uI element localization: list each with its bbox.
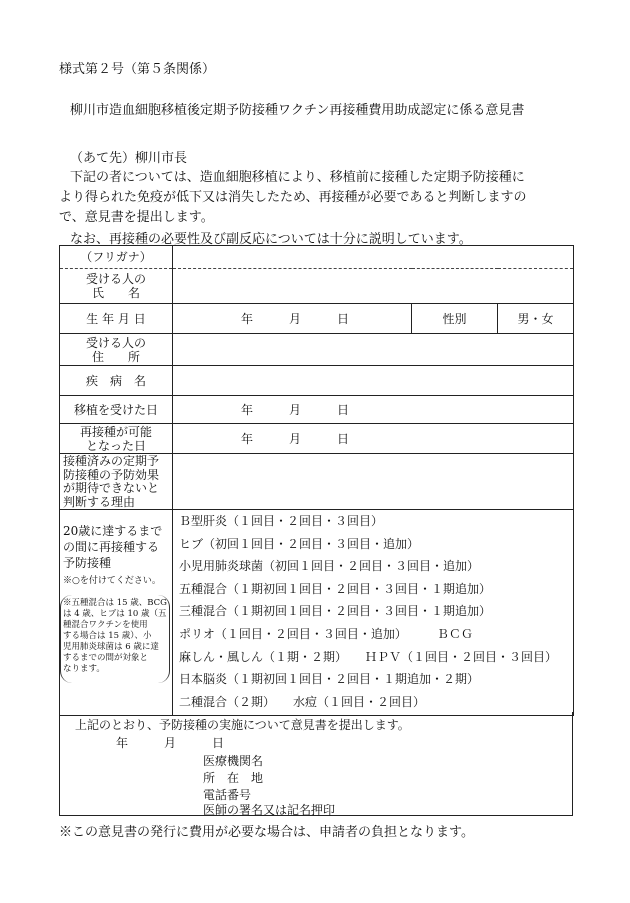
location-label: 所 在 地 [203, 771, 264, 785]
vaccine-mr-hpv[interactable]: 麻しん・風しん（１期・２期） ＨＰＶ（１回目・２回目・３回目） [179, 649, 558, 664]
disease-field[interactable] [173, 366, 574, 396]
possible-date-field[interactable]: 年 月 日 [173, 424, 574, 454]
transplant-date-label: 移植を受けた日 [60, 396, 173, 424]
vaccine-hint: ※○を付けてください。 [63, 576, 161, 586]
intro-line-2: より得られた免疫が低下又は消失したため、再接種が必要であると判断しますの [59, 190, 527, 205]
vaccine-dt-varicella[interactable]: 二種混合（２期） 水痘（１回目・２回目） [179, 694, 426, 709]
reason-field[interactable] [173, 454, 574, 510]
vaccine-pneumococcal[interactable]: 小児用肺炎球菌（初回１回目・２回目・３回目・追加） [179, 559, 480, 574]
furigana-field[interactable] [173, 246, 574, 269]
reason-label: 接種済みの定期予 防接種の予防効果 が期待できないと 判断する理由 [60, 454, 173, 510]
intro-note: なお、再接種の必要性及び副反応については十分に説明しています。 [70, 232, 472, 247]
vaccine-label: 20歳に達するまで の間に再接種する 予防接種 [63, 524, 163, 570]
name-label: 受ける人の 氏 名 [60, 269, 173, 304]
vaccine-list [173, 510, 574, 716]
dob-field[interactable]: 年 月 日 [173, 304, 412, 334]
name-field[interactable] [173, 269, 574, 304]
vaccine-age-note: ※五種混合は 15 歳、BCG は 4 歳、ヒブは 10 歳（五 種混合ワクチンを使用 する場合は 15 歳）、小 児用肺炎球菌は 6 歳に達 するまでの間が対象と なります。 [63, 598, 167, 674]
footer-statement: 上記のとおり、予防接種の実施について意見書を提出します。 [75, 718, 410, 732]
address-field[interactable] [173, 334, 574, 366]
doctor-signature-label: 医師の署名又は記名押印 [203, 803, 336, 817]
form-number: 様式第２号（第５条関係） [59, 62, 216, 77]
vaccine-japanese-encephalitis[interactable]: 日本脳炎（１期初回１回目・２回目・１期追加・２期） [179, 672, 480, 687]
phone-label: 電話番号 [203, 788, 252, 802]
vaccine-five-combined[interactable]: 五種混合（１期初回１回目・２回目・３回目・１期追加） [179, 581, 492, 596]
sex-field[interactable]: 男・女 [498, 304, 574, 334]
addressee: （あて先）柳川市長 [70, 151, 188, 166]
intro-line-1: 下記の者については、造血細胞移植により、移植前に接種した定期予防接種に [70, 170, 525, 185]
bottom-note: ※この意見書の発行に費用が必要な場合は、申請者の負担となります。 [59, 825, 474, 840]
footer-date[interactable]: 年 月 日 [116, 736, 225, 750]
furigana-label: （フリガナ） [60, 246, 173, 269]
vaccine-three-combined[interactable]: 三種混合（１期初回１回目・２回目・３回目・１期追加） [179, 604, 492, 619]
dob-label: 生 年 月 日 [60, 304, 173, 334]
address-label: 受ける人の 住 所 [60, 334, 173, 366]
transplant-date-field[interactable]: 年 月 日 [173, 396, 574, 424]
possible-date-label: 再接種が可能 となった日 [60, 424, 173, 454]
vaccine-hepatitis-b[interactable]: Ｂ型肝炎（１回目・２回目・３回目） [179, 514, 384, 528]
document-title: 柳川市造血細胞移植後定期予防接種ワクチン再接種費用助成認定に係る意見書 [70, 103, 525, 118]
institution-label: 医療機関名 [203, 754, 264, 768]
vaccine-polio-bcg[interactable]: ポリオ（１回目・２回目・３回目・追加） ＢＣＧ [179, 626, 473, 641]
vaccine-hib[interactable]: ヒブ（初回１回目・２回目・３回目・追加） [179, 536, 420, 551]
sex-label: 性別 [412, 304, 498, 334]
intro-line-3: で、意見書を提出します。 [59, 210, 214, 225]
disease-label: 疾 病 名 [60, 366, 173, 396]
